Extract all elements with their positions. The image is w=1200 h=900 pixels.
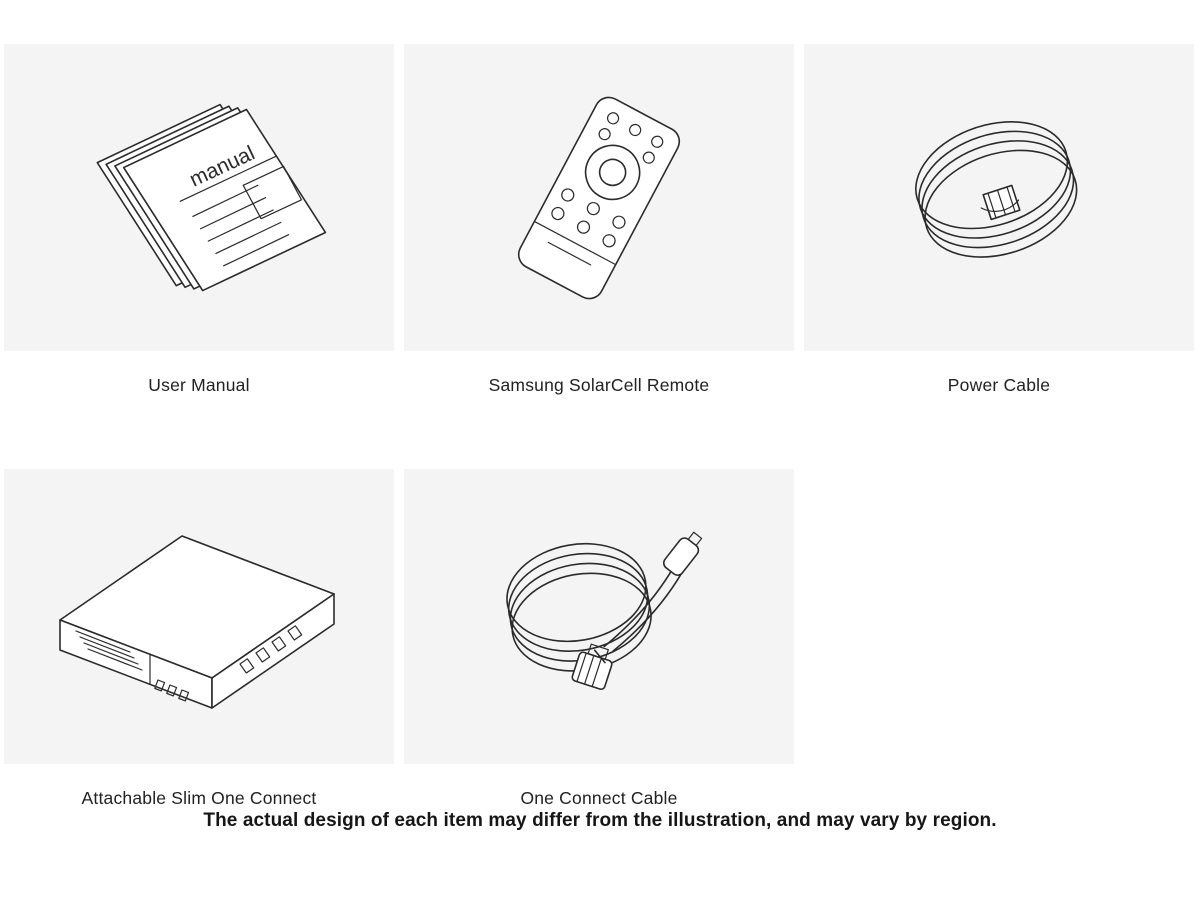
item-attachable-slim-one-connect [4, 469, 394, 819]
items-grid-row-2 [4, 469, 1200, 819]
item-one-connect-cable-tile [404, 469, 794, 764]
item-power-cable-tile [804, 44, 1194, 351]
item-attachable-slim-one-connect-tile [4, 469, 394, 764]
disclaimer-text: The actual design of each item may differ from the illustration, and may vary by region. [203, 810, 997, 831]
one-connect-box-illustration-icon [34, 502, 364, 732]
items-grid [4, 44, 1200, 406]
one-connect-cable-illustration-icon [449, 497, 749, 737]
item-user-manual-tile [4, 44, 394, 351]
item-user-manual [4, 44, 394, 406]
empty-grid-cell [804, 469, 1194, 819]
item-attachable-slim-one-connect-label: Attachable Slim One Connect [81, 788, 317, 808]
item-solarcell-remote-tile [404, 44, 794, 351]
item-power-cable-label: Power Cable [947, 375, 1051, 395]
user-manual-illustration-icon [49, 78, 349, 318]
item-user-manual-label: User Manual [148, 375, 250, 395]
empty-tile [804, 469, 1194, 764]
coiled-cable-illustration-icon [859, 78, 1139, 318]
item-one-connect-cable-label: One Connect Cable [520, 788, 678, 808]
svg-text:manual: manual [186, 141, 259, 192]
item-one-connect-cable [404, 469, 794, 819]
item-solarcell-remote-label: Samsung SolarCell Remote [488, 375, 710, 395]
grid-gap [794, 44, 804, 406]
item-power-cable [804, 44, 1194, 406]
item-solarcell-remote [404, 44, 794, 406]
grid-gap [794, 469, 804, 819]
grid-gap [394, 469, 404, 819]
grid-gap [394, 44, 404, 406]
remote-control-illustration-icon [449, 73, 749, 323]
